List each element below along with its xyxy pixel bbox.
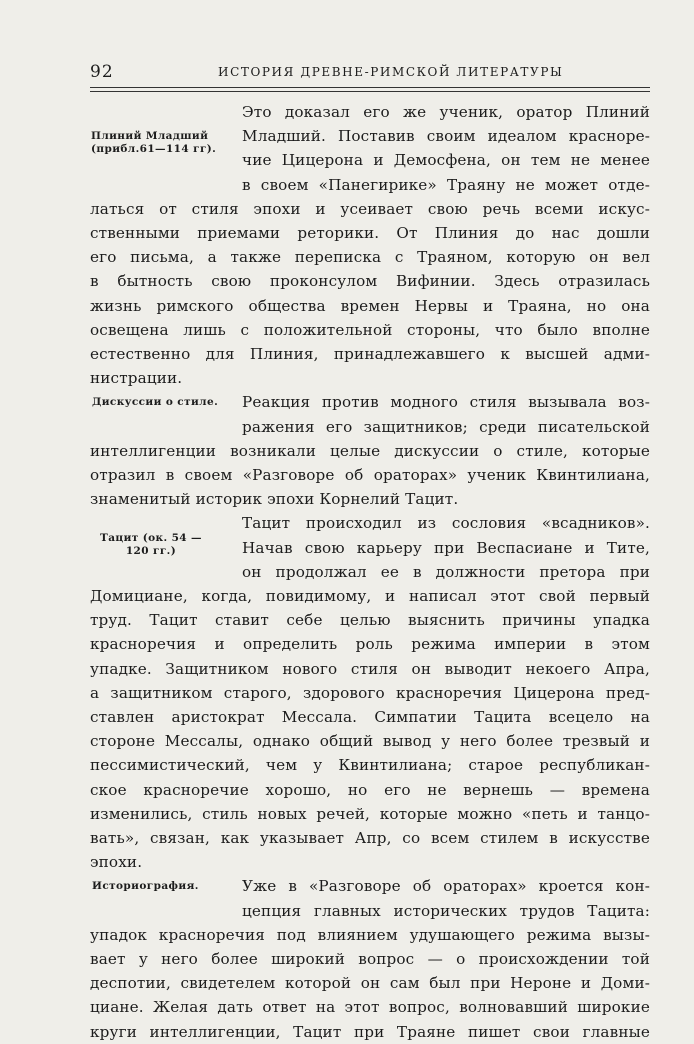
text-line: Тацит происходил из сословия «всадников». (242, 514, 650, 533)
text-line: ражения его защитников; среди писательской (242, 417, 650, 436)
header-rule-top (90, 87, 650, 88)
text-line: вает у него более широкий вопрос — о происхождении той (90, 950, 650, 968)
side-heading-line: (прибл.61—114 гг). (91, 143, 217, 156)
text-line: ственными приемами реторики. От Плиния до нас дошли (90, 224, 650, 242)
text-line: нистрации. (90, 369, 183, 388)
text-line: отразил в своем «Разговоре об ораторах» ученик Квинтилиана, (90, 466, 650, 484)
text-line: естественно для Плиния, принадлежавшего к высшей адми- (90, 345, 650, 363)
text-line: в бытность свою проконсулом Вифинии. Здесь отразилась (90, 272, 650, 291)
text-line: в своем «Панегирике» Траяну не может отде- (242, 175, 650, 194)
text-line: Реакция против модного стиля вызывала воз- (242, 393, 650, 412)
text-line: знаменитый историк эпохи Корнелий Тацит. (90, 490, 459, 509)
text-line: упадке. Защитником нового стиля он выводит некоего Апра, (90, 659, 650, 678)
text-line: эпохи. (90, 853, 143, 872)
header-rule-bottom (90, 91, 650, 92)
side-heading-line: Дискуссии о стиле. (92, 396, 219, 409)
text-line: а защитником старого, здорового красноречия Цицерона пред- (90, 683, 650, 702)
text-line: цепция главных исторических трудов Тацита: (242, 901, 650, 920)
text-line: Младший. Поставив своим идеалом красноре- (242, 127, 650, 146)
text-line: он продолжал ее в должности претора при (242, 562, 650, 581)
text-line: ставлен аристократ Мессала. Симпатии Тацита всецело на (90, 708, 650, 726)
text-line: циане. Желая дать ответ на этот вопрос, волновавший широкие (90, 998, 650, 1017)
side-heading-style-debates (92, 396, 218, 409)
text-line: красноречия и определить роль режима империи в этом (90, 635, 650, 654)
text-line: Домициане, когда, повидимому, и написал этот свой первый (90, 587, 650, 605)
text-line: изменились, стиль новых речей, которые можно «петь и танцо- (90, 804, 650, 823)
side-heading-line: 120 гг.) (125, 544, 177, 557)
text-line: упадок красноречия под влиянием удушающего режима вызы- (90, 925, 650, 944)
text-line: труд. Тацит ставит себе целью выяснить причины упадка (90, 611, 650, 630)
text-line: деспотии, свидетелем которой он сам был при Нероне и Доми- (90, 974, 650, 993)
running-title: ИСТОРИЯ ДРЕВНЕ-РИМСКОЙ ЛИТЕРАТУРЫ (218, 65, 564, 79)
side-heading-line: Историография. (92, 880, 199, 893)
text-line: пессимистический, чем у Квинтилиана; старое республикан- (90, 756, 650, 775)
text-line: Начав свою карьеру при Веспасиане и Тите, (242, 538, 650, 557)
text-line: жизнь римского общества времен Нервы и Траяна, но она (90, 296, 650, 315)
text-line: ское красноречие хорошо, но его не вернешь — времена (90, 780, 650, 799)
text-line: Уже в «Разговоре об ораторах» кроется кон- (242, 877, 650, 896)
page-header (90, 62, 650, 84)
side-heading-historiography (92, 880, 199, 893)
text-line: круги интеллигенции, Тацит при Траяне пишет свои главные (90, 1022, 650, 1041)
text-line: латься от стиля эпохи и усеивает свою речь всеми искус- (90, 199, 650, 218)
text-line: Это доказал его же ученик, оратор Плиний (242, 103, 650, 121)
text-line: чие Цицерона и Демосфена, он тем не менее (242, 151, 650, 170)
text-line: стороне Мессалы, однако общий вывод у него более трезвый и (90, 732, 650, 751)
side-heading-pliny (91, 130, 239, 156)
text-line: его письма, а также переписка с Траяном, которую он вел (90, 248, 650, 267)
text-line: освещена лишь с положительной стороны, что было вполне (90, 320, 650, 339)
side-heading-line: Плиний Младший (91, 130, 209, 143)
side-heading-line: Тацит (ок. 54 — (100, 531, 202, 544)
text-line: вать», связан, как указывает Апр, со всем стилем в искусстве (90, 829, 650, 847)
text-line: интеллигенции возникали целые дискуссии о стиле, которые (90, 441, 650, 460)
page-number: 92 (90, 62, 114, 82)
side-heading-tacitus (100, 532, 202, 558)
